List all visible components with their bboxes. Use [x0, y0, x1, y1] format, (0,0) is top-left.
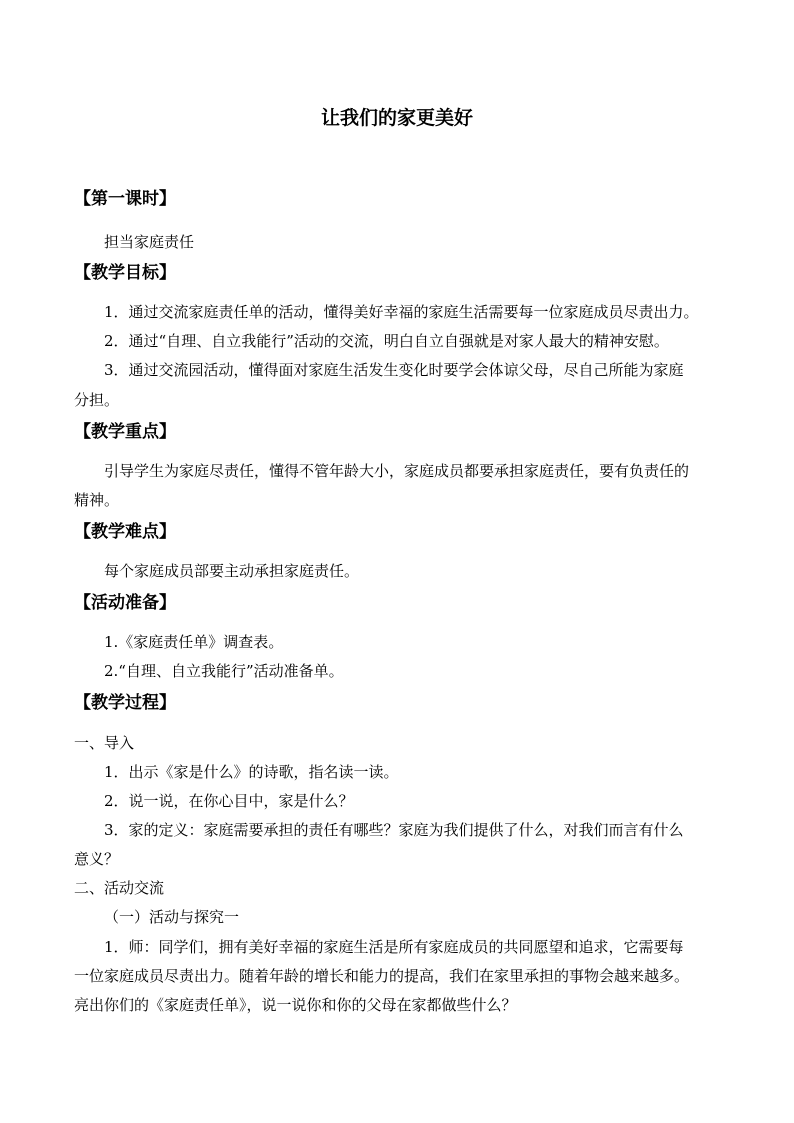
lesson-heading: 【第一课时】	[74, 189, 176, 209]
activity-subheading: （一）活动与探究一	[104, 908, 240, 926]
intro-item-2: 2．说一说，在你心目中，家是什么？	[104, 792, 354, 810]
difficulty-heading: 【教学难点】	[74, 522, 176, 542]
intro-item-1: 1．出示《家是什么》的诗歌，指名读一读。	[104, 763, 399, 781]
prep-item-2: 2.“自理、自立我能行”活动准备单。	[104, 662, 344, 680]
intro-item-3-continued: 意义？	[74, 850, 120, 868]
intro-item-3: 3．家的定义：家庭需要承担的责任有哪些？家庭为我们提供了什么，对我们而言有什么	[104, 821, 684, 839]
goal-item-3-continued: 分担。	[74, 391, 120, 409]
activity-paragraph: 1．师：同学们，拥有美好幸福的家庭生活是所有家庭成员的共同愿望和追求，它需要每	[104, 938, 684, 956]
goal-item-1: 1．通过交流家庭责任单的活动，懂得美好幸福的家庭生活需要每一位家庭成员尽责出力。	[104, 303, 699, 321]
prep-item-1: 1.《家庭责任单》调查表。	[104, 633, 284, 651]
difficulty-text: 每个家庭成员部要主动承担家庭责任。	[104, 562, 360, 580]
goal-item-2: 2．通过“自理、自立我能行”活动的交流，明白自立自强就是对家人最大的精神安慰。	[104, 332, 669, 350]
activity-paragraph-line3: 亮出你们的《家庭责任单》，说一说你和你的父母在家都做些什么？	[74, 996, 517, 1014]
key-heading: 【教学重点】	[74, 422, 176, 442]
page-title: 让我们的家更美好	[320, 107, 473, 129]
activity-paragraph-line2: 一位家庭成员尽责出力。随着年龄的增长和能力的提高，我们在家里承担的事物会越来越多。	[74, 967, 690, 985]
prep-heading: 【活动准备】	[74, 593, 176, 613]
goal-item-3: 3．通过交流园活动，懂得面对家庭生活发生变化时要学会体谅父母，尽自己所能为家庭	[104, 361, 684, 379]
section-activity: 二、活动交流	[74, 879, 165, 897]
key-text: 引导学生为家庭尽责任，懂得不管年龄大小，家庭成员都要承担家庭责任，要有负责任的	[104, 462, 690, 480]
key-text-continued: 精神。	[74, 491, 120, 509]
section-intro: 一、导入	[74, 734, 135, 752]
goals-heading: 【教学目标】	[74, 263, 176, 283]
topic-text: 担当家庭责任	[104, 233, 195, 251]
process-heading: 【教学过程】	[74, 693, 176, 713]
